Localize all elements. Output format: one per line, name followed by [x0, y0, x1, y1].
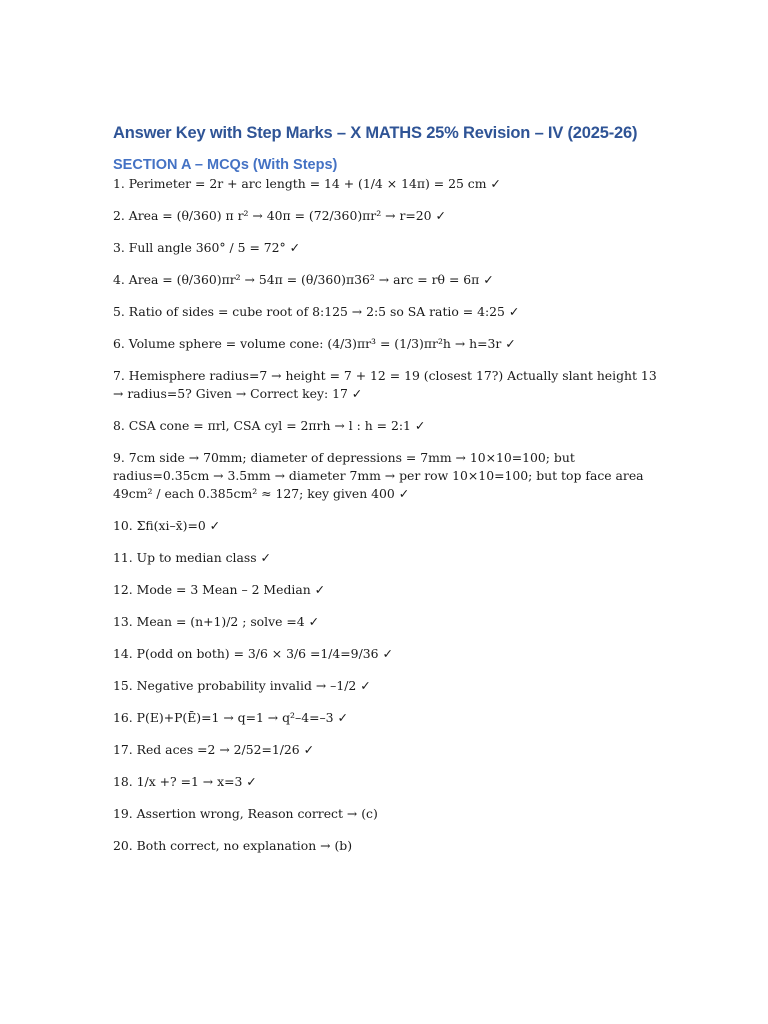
answer-item-13: 13. Mean = (n+1)/2 ; solve =4 ✓: [113, 614, 319, 629]
answer-item-2: 2. Area = (θ/360) π r² → 40π = (72/360)πr² → r=20 ✓: [113, 208, 446, 223]
answer-item-8: 8. CSA cone = πrl, CSA cyl = 2πrh → l : h = 2:1 ✓: [113, 418, 426, 433]
answer-item-3: 3. Full angle 360° / 5 = 72° ✓: [113, 240, 301, 255]
section-heading: SECTION A – MCQs (With Steps): [113, 157, 338, 173]
answer-item-7: 7. Hemisphere radius=7 → height = 7 + 12 = 19 (closest 17?) Actually slant height 13 → radius=5? Given → Correct key: 17 ✓: [113, 368, 657, 401]
answer-item-15: 15. Negative probability invalid → –1/2 ✓: [113, 678, 371, 693]
answer-item-19: 19. Assertion wrong, Reason correct → (c): [113, 806, 378, 821]
answer-item-11: 11. Up to median class ✓: [113, 550, 271, 565]
document-title: Answer Key with Step Marks – X MATHS 25% Revision – IV (2025-26): [113, 124, 638, 142]
answer-list: [113, 175, 658, 855]
document-page: [113, 124, 658, 869]
answer-item-14: 14. P(odd on both) = 3/6 × 3/6 =1/4=9/36 ✓: [113, 646, 393, 661]
answer-item-12: 12. Mode = 3 Mean – 2 Median ✓: [113, 582, 326, 597]
answer-item-18: 18. 1/x +? =1 → x=3 ✓: [113, 774, 257, 789]
answer-item-16: 16. P(E)+P(Ē)=1 → q=1 → q²–4=–3 ✓: [113, 710, 348, 725]
answer-item-20: 20. Both correct, no explanation → (b): [113, 838, 353, 853]
answer-item-17: 17. Red aces =2 → 2/52=1/26 ✓: [113, 742, 315, 757]
answer-item-5: 5. Ratio of sides = cube root of 8:125 → 2:5 so SA ratio = 4:25 ✓: [113, 304, 520, 319]
answer-item-9: 9. 7cm side → 70mm; diameter of depressions = 7mm → 10×10=100; but radius=0.35cm → 3.5mm → diameter 7mm → per row 10×10=100; but top face area 49cm² / each 0.385cm² ≈ 127; key given 400 ✓: [113, 450, 644, 501]
answer-item-4: 4. Area = (θ/360)πr² → 54π = (θ/360)π36² → arc = rθ = 6π ✓: [113, 272, 494, 287]
answer-item-1: 1. Perimeter = 2r + arc length = 14 + (1/4 × 14π) = 25 cm ✓: [113, 176, 501, 191]
answer-item-6: 6. Volume sphere = volume cone: (4/3)πr³ = (1/3)πr²h → h=3r ✓: [113, 336, 516, 351]
answer-item-10: 10. Σfi(xi–x̄)=0 ✓: [113, 518, 221, 533]
